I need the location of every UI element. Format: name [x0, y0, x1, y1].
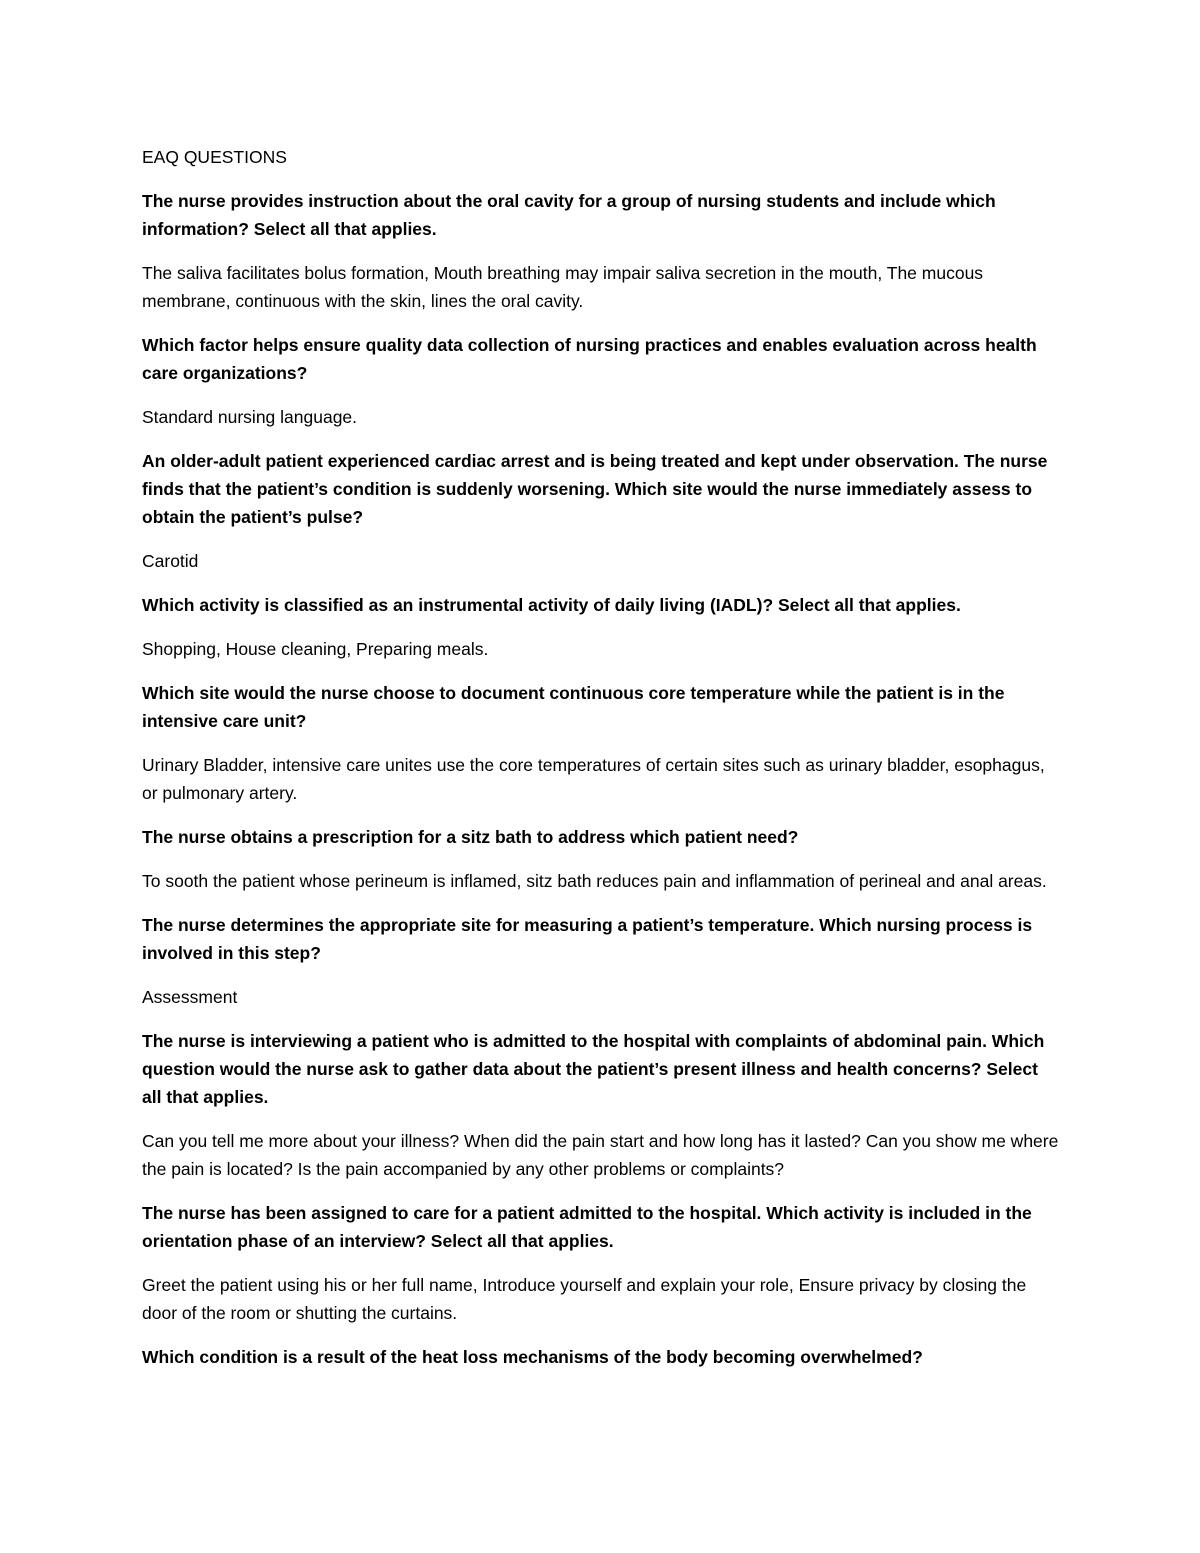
answer-2: Standard nursing language. — [142, 407, 358, 427]
answer-7: Assessment — [142, 987, 238, 1007]
question-9: The nurse has been assigned to care for a patient admitted to the hospital. Which activity is included in the orientation phase of an interview? Select all that applies. — [142, 1203, 1032, 1251]
question-1: The nurse provides instruction about the oral cavity for a group of nursing students and include which information? Select all that applies. — [142, 191, 996, 239]
page-title: EAQ QUESTIONS — [142, 147, 287, 167]
question-8: The nurse is interviewing a patient who is admitted to the hospital with complaints of abdominal pain. Which question would the nurse ask to gather data about the patient’s present illness and health concerns? Select all that applies. — [142, 1031, 1045, 1107]
question-6: The nurse obtains a prescription for a sitz bath to address which patient need? — [142, 827, 799, 847]
answer-5: Urinary Bladder, intensive care unites use the core temperatures of certain sites such as urinary bladder, esophagus, or pulmonary artery. — [142, 755, 1045, 803]
document-body — [142, 143, 1062, 1387]
answer-4: Shopping, House cleaning, Preparing meals. — [142, 639, 489, 659]
answer-1: The saliva facilitates bolus formation, Mouth breathing may impair saliva secretion in the mouth, The mucous membrane, continuous with the skin, lines the oral cavity. — [142, 263, 984, 311]
question-5: Which site would the nurse choose to document continuous core temperature while the patient is in the intensive care unit? — [142, 683, 1005, 731]
question-2: Which factor helps ensure quality data collection of nursing practices and enables evaluation across health care organizations? — [142, 335, 1037, 383]
question-10: Which condition is a result of the heat loss mechanisms of the body becoming overwhelmed? — [142, 1347, 923, 1367]
question-7: The nurse determines the appropriate site for measuring a patient’s temperature. Which nursing process is involved in this step? — [142, 915, 1033, 963]
question-4: Which activity is classified as an instrumental activity of daily living (IADL)? Select all that applies. — [142, 595, 961, 615]
answer-8: Can you tell me more about your illness? When did the pain start and how long has it lasted? Can you show me where the pain is located? Is the pain accompanied by any other problems or complaints? — [142, 1131, 1059, 1179]
question-3: An older-adult patient experienced cardiac arrest and is being treated and kept under observation. The nurse finds that the patient’s condition is suddenly worsening. Which site would the nurse immediately assess to obtain the patient’s pulse? — [142, 451, 1048, 527]
answer-3: Carotid — [142, 551, 199, 571]
answer-9: Greet the patient using his or her full name, Introduce yourself and explain your role, Ensure privacy by closing the door of the room or shutting the curtains. — [142, 1275, 1027, 1323]
answer-6: To sooth the patient whose perineum is inflamed, sitz bath reduces pain and inflammation of perineal and anal areas. — [142, 871, 1047, 891]
